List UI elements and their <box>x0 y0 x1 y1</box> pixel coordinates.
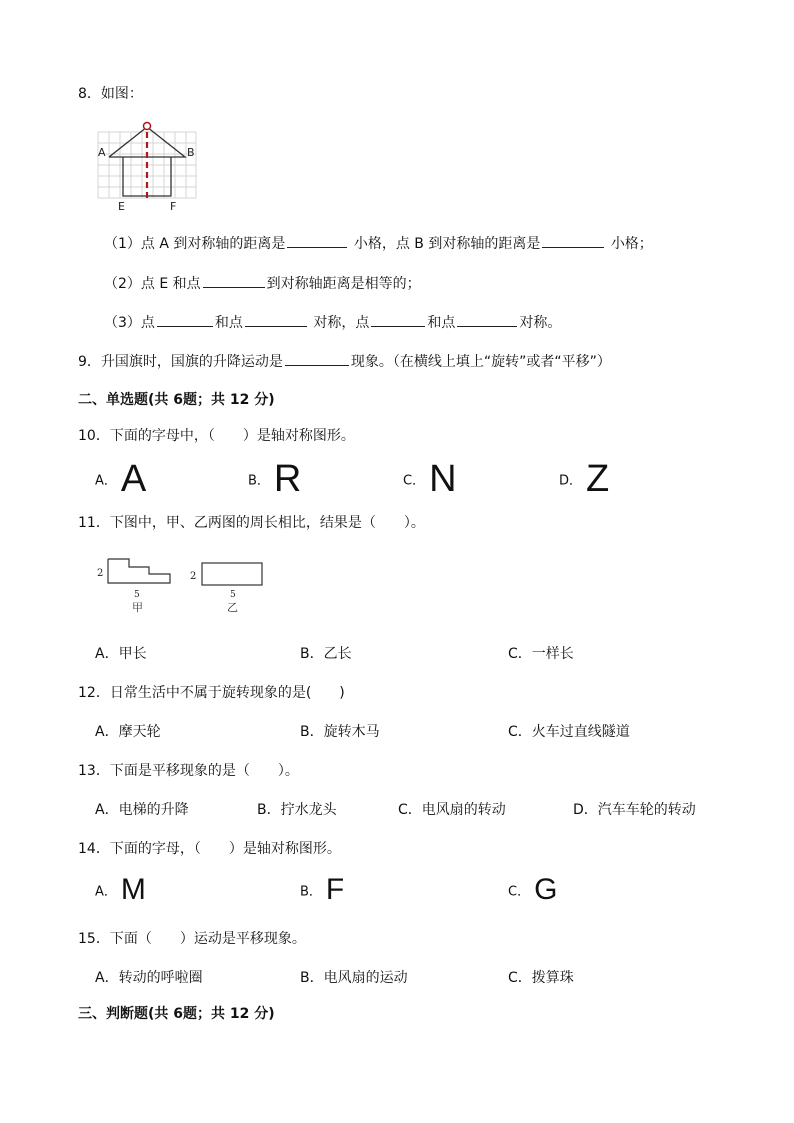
point-a-label: A <box>98 146 106 159</box>
jia-width-label: 5 <box>134 590 140 600</box>
q11-option-a[interactable]: A．甲长 <box>95 646 147 662</box>
shape-yi <box>202 563 262 585</box>
q11-option-c[interactable]: C．一样长 <box>508 646 574 662</box>
section-3-heading: 三、判断题(共 6题；共 12 分) <box>78 1006 275 1022</box>
blank[interactable] <box>245 312 307 327</box>
q15-text: 15．下面（ ）运动是平移现象。 <box>78 931 306 947</box>
q12-option-b[interactable]: B．旋转木马 <box>300 724 380 740</box>
q11-figure <box>94 555 274 617</box>
q14-option-c[interactable]: C． G <box>508 873 558 906</box>
q13-option-a[interactable]: A．电梯的升降 <box>95 802 189 818</box>
point-f-label: F <box>170 200 177 213</box>
q8-part2: （2）点 E 和点 到对称轴距离是相等的； <box>104 273 421 293</box>
q13-option-b[interactable]: B．拧水龙头 <box>257 802 337 818</box>
jia-height-label: 2 <box>97 568 104 579</box>
q13-text: 13．下面是平移现象的是（ ）。 <box>78 763 299 779</box>
q10-option-c[interactable]: C． N <box>403 458 457 500</box>
q11-text: 11．下图中，甲、乙两图的周长相比，结果是（ ）。 <box>78 515 425 531</box>
section-2-heading: 二、单选题(共 6题；共 12 分) <box>78 392 275 408</box>
shape-jia <box>108 559 170 583</box>
q9: 9．升国旗时，国旗的升降运动是 现象。（在横线上填上“旋转”或者“平移”） <box>78 351 611 371</box>
blank[interactable] <box>457 312 517 327</box>
q8-figure <box>96 118 202 214</box>
q10-option-a[interactable]: A． A <box>95 458 147 500</box>
blank[interactable] <box>157 312 213 327</box>
jia-name-label: 甲 <box>132 601 143 614</box>
yi-height-label: 2 <box>190 571 197 582</box>
q12-option-a[interactable]: A．摩天轮 <box>95 724 161 740</box>
q14-option-a[interactable]: A． M <box>95 873 146 906</box>
q12-text: 12．日常生活中不属于旋转现象的是( ) <box>78 685 345 701</box>
q10-option-d[interactable]: D． Z <box>559 458 610 500</box>
q8-title: 8．如图： <box>78 86 143 102</box>
q12-option-c[interactable]: C．火车过直线隧道 <box>508 724 630 740</box>
q13-option-c[interactable]: C．电风扇的转动 <box>398 802 506 818</box>
yi-name-label: 乙 <box>227 601 238 614</box>
point-b-label: B <box>187 146 195 159</box>
q10-option-b[interactable]: B． R <box>248 458 302 500</box>
q13-option-d[interactable]: D．汽车车轮的转动 <box>573 802 696 818</box>
q10-text: 10．下面的字母中，（ ）是轴对称图形。 <box>78 428 355 444</box>
blank[interactable] <box>203 273 265 288</box>
q15-option-a[interactable]: A．转动的呼啦圈 <box>95 970 203 986</box>
point-e-label: E <box>118 200 125 213</box>
q8-part1: （1）点 A 到对称轴的距离是 小格，点 B 到对称轴的距离是 小格； <box>104 233 653 253</box>
point-o <box>144 123 151 130</box>
blank[interactable] <box>371 312 425 327</box>
q14-option-b[interactable]: B． F <box>300 873 345 906</box>
yi-width-label: 5 <box>230 590 236 600</box>
blank[interactable] <box>542 233 604 248</box>
q11-option-b[interactable]: B．乙长 <box>300 646 352 662</box>
q15-option-b[interactable]: B．电风扇的运动 <box>300 970 408 986</box>
blank[interactable] <box>287 233 347 248</box>
q8-part3: （3）点 和点 对称，点 和点 对称。 <box>104 312 561 332</box>
blank[interactable] <box>285 351 349 366</box>
q14-text: 14．下面的字母，（ ）是轴对称图形。 <box>78 841 341 857</box>
q15-option-c[interactable]: C．拨算珠 <box>508 970 574 986</box>
